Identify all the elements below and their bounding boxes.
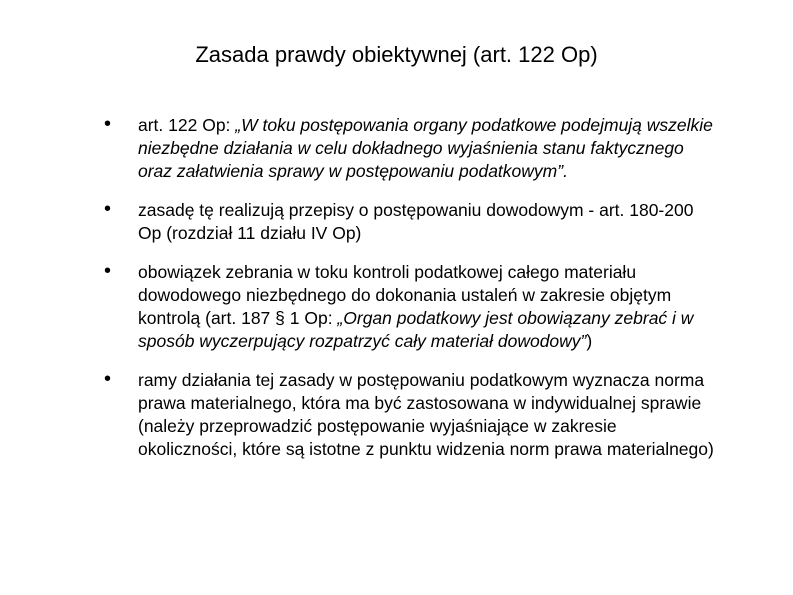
bullet-marker: •: [104, 260, 112, 282]
bullet-text: [138, 261, 718, 353]
bullet-text: [138, 199, 718, 245]
text-segment: ): [586, 331, 593, 351]
bullet-item: [0, 199, 793, 245]
quote-segment: „W toku postępowania organy podatkowe podejmują wszelkie niezbędne działania w celu dokładnego wyjaśnienia stanu faktycznego oraz załatwienia sprawy w postępowaniu podatkowym”.: [138, 115, 713, 181]
bullet-marker: •: [104, 368, 112, 390]
text-segment: zasadę tę realizują przepisy o postępowaniu dowodowym - art. 180-200 Op (rozdział 11 działu IV Op): [138, 200, 694, 243]
bullet-marker: •: [104, 113, 112, 135]
text-segment: ramy działania tej zasady w postępowaniu podatkowym wyznacza norma prawa materialnego, która ma być zastosowana w indywidualnej sprawie (należy przeprowadzić postępowanie wyjaśniające w zakresie okoliczności, które są istotne z punktu widzenia norm prawa materialnego): [138, 370, 714, 459]
bullet-list: [0, 114, 793, 477]
bullet-marker: •: [104, 198, 112, 220]
bullet-text: [138, 114, 718, 183]
quote-segment: „Organ podatkowy jest obowiązany zebrać i w sposób wyczerpujący rozpatrzyć cały materiał dowodowy”: [138, 308, 694, 351]
text-segment: art. 122 Op:: [138, 115, 236, 135]
slide-title: Zasada prawdy obiektywnej (art. 122 Op): [195, 42, 598, 67]
bullet-item: [0, 114, 793, 183]
text-segment: obowiązek zebrania w toku kontroli podatkowej całego materiału dowodowego niezbędnego do dokonania ustaleń w zakresie objętym kontrolą (art. 187 § 1 Op:: [138, 262, 672, 328]
bullet-item: [0, 369, 793, 461]
bullet-item: [0, 261, 793, 353]
bullet-text: [138, 369, 718, 461]
